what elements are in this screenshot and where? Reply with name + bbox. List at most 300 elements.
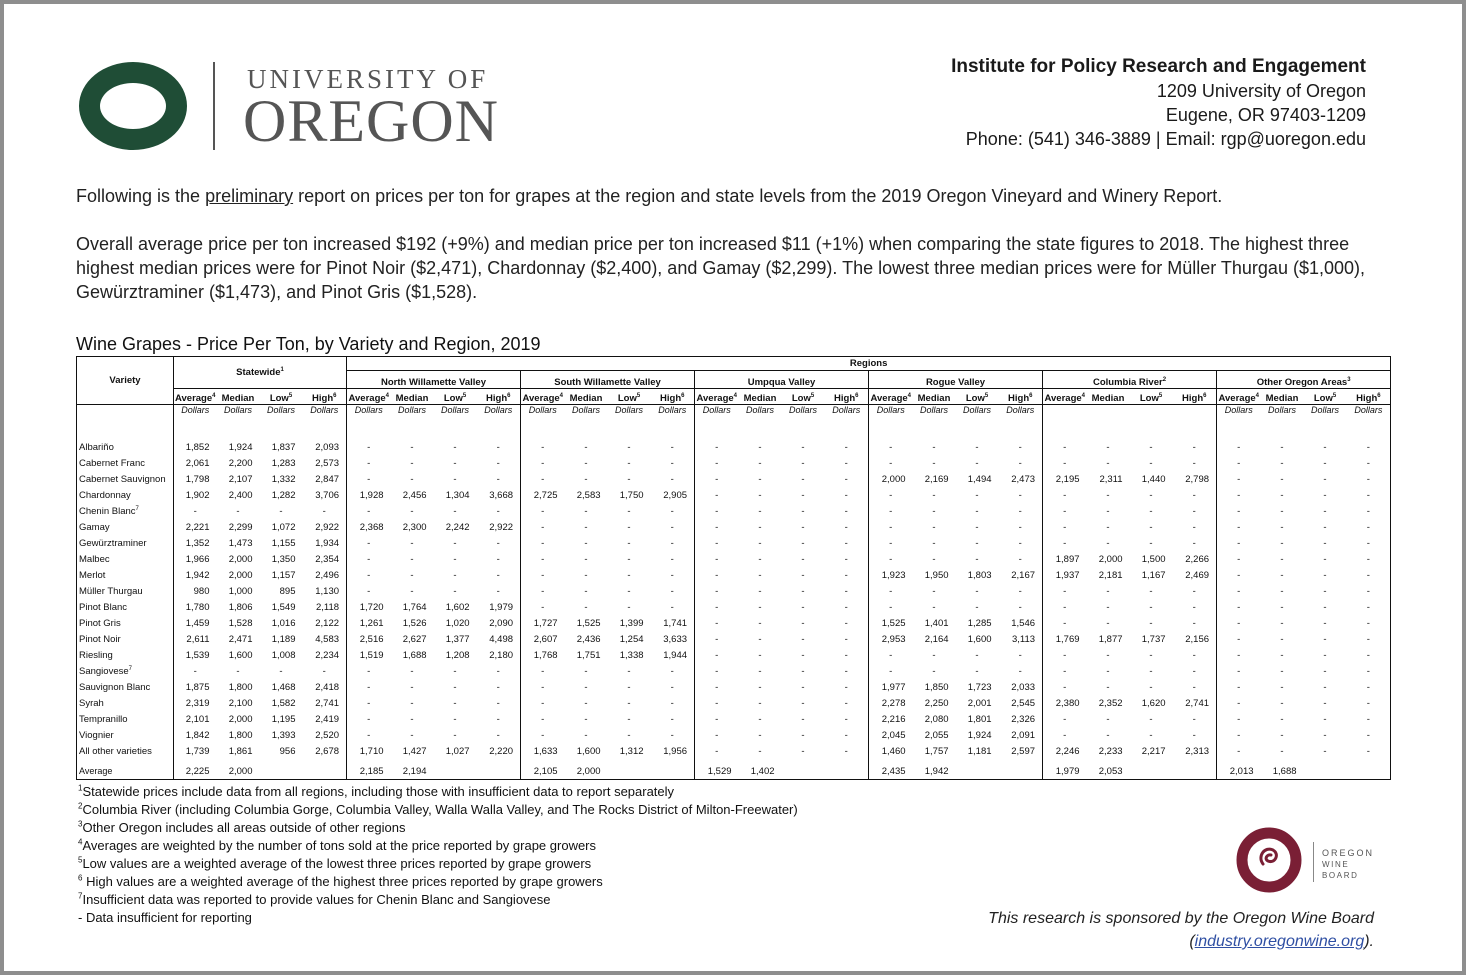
price-cell: 2,352: [1098, 698, 1123, 709]
price-cell: 1,977: [869, 680, 913, 696]
price-cell: -: [1323, 458, 1327, 469]
price-cell: -: [758, 538, 762, 549]
price-cell: 2,905: [663, 490, 688, 501]
price-cell: -: [627, 554, 631, 565]
price-cell: -: [1217, 712, 1261, 728]
price-cell: -: [1043, 520, 1087, 536]
price-cell: -: [1106, 538, 1110, 549]
price-cell: -: [347, 568, 391, 584]
footnote-ref: 4: [907, 392, 912, 399]
average-cell: 2,194: [391, 764, 434, 780]
average-cell: 1,402: [739, 764, 782, 780]
price-cell: -: [1106, 506, 1110, 517]
price-cell: -: [801, 586, 805, 597]
price-cell: 1,842: [174, 728, 217, 744]
price-cell: 2,045: [869, 728, 913, 744]
gap-cell: [999, 421, 1043, 440]
price-cell: 2,246: [1043, 744, 1087, 760]
price-cell: -: [1018, 666, 1022, 677]
price-cell: -: [1347, 536, 1391, 552]
price-cell: -: [410, 586, 414, 597]
intro-after: report on prices per ton for grapes at the region and state levels from the 2019 Oregon Vineyard and Winery Report.: [293, 186, 1223, 206]
footnote-text: Low values are a weighted average of the lowest three prices reported by grape growers: [82, 856, 592, 871]
price-cell: -: [1043, 616, 1087, 632]
average-cell: [999, 764, 1043, 780]
price-cell: -: [1192, 538, 1196, 549]
price-cell: -: [1043, 600, 1087, 616]
price-cell: 1,282: [271, 490, 296, 501]
price-cell: 1,806: [228, 602, 253, 613]
price-cell: 1,741: [663, 618, 688, 629]
price-cell: -: [410, 698, 414, 709]
unit-label: [1173, 405, 1217, 421]
price-cell: -: [932, 554, 936, 565]
price-cell: -: [932, 522, 936, 533]
price-cell: -: [695, 680, 739, 696]
price-cell: -: [1217, 584, 1261, 600]
price-cell: -: [844, 570, 848, 581]
unit-label: Dollars: [1217, 405, 1261, 421]
price-cell: 1,181: [967, 746, 992, 757]
price-cell: 3,668: [489, 490, 514, 501]
price-cell: 2,091: [1011, 730, 1036, 741]
price-cell: 2,847: [315, 474, 340, 485]
price-cell: 2,000: [228, 570, 253, 581]
price-cell: 1,582: [271, 698, 296, 709]
price-cell: -: [1280, 442, 1284, 453]
price-cell: 2,093: [315, 442, 340, 453]
gap-cell: [739, 421, 782, 440]
price-cell: -: [844, 682, 848, 693]
gap-cell: [1043, 421, 1087, 440]
unit-label: Dollars: [963, 405, 992, 415]
price-cell: 1,798: [174, 472, 217, 488]
price-cell: 1,519: [347, 648, 391, 664]
price-cell: -: [758, 618, 762, 629]
gap-cell: [608, 421, 651, 440]
price-cell: -: [521, 712, 565, 728]
footnote-ref: 6: [333, 392, 337, 399]
price-cell: -: [410, 474, 414, 485]
price-cell: -: [1149, 490, 1153, 501]
sponsor-link[interactable]: industry.oregonwine.org: [1194, 933, 1365, 950]
price-cell: -: [670, 730, 674, 741]
price-cell: 2,496: [315, 570, 340, 581]
price-cell: -: [1217, 536, 1261, 552]
price-cell: -: [521, 664, 565, 680]
price-cell: -: [695, 600, 739, 616]
price-cell: -: [1149, 730, 1153, 741]
price-cell: -: [1347, 744, 1391, 760]
price-cell: -: [1217, 552, 1261, 568]
average-row: [77, 764, 1391, 780]
price-cell: -: [1149, 650, 1153, 661]
price-cell: -: [1217, 488, 1261, 504]
price-cell: -: [844, 506, 848, 517]
price-cell: 2,233: [1098, 746, 1123, 757]
table-row: [77, 696, 1391, 712]
average-cell: [825, 764, 869, 780]
price-cell: 2,000: [1098, 554, 1123, 565]
price-cell: -: [1106, 666, 1110, 677]
footnote: [78, 855, 798, 873]
variety-cell: All other varieties: [77, 744, 174, 760]
price-cell: -: [410, 714, 414, 725]
variety-cell: Pinot Gris: [77, 616, 174, 632]
price-cell: 2,326: [1011, 714, 1036, 725]
price-cell: -: [801, 746, 805, 757]
price-cell: -: [695, 552, 739, 568]
gap-cell: [651, 421, 695, 440]
variety-cell: Müller Thurgau: [77, 584, 174, 600]
price-cell: -: [1106, 442, 1110, 453]
price-cell: -: [1347, 712, 1391, 728]
average-cell: [1304, 764, 1347, 780]
table-row: [77, 744, 1391, 760]
price-cell: -: [1280, 554, 1284, 565]
unit-label: Dollars: [521, 405, 565, 421]
price-cell: -: [1347, 616, 1391, 632]
price-cell: 1,928: [347, 488, 391, 504]
price-cell: -: [410, 538, 414, 549]
price-cell: -: [521, 600, 565, 616]
price-cell: -: [496, 458, 500, 469]
price-cell: -: [1280, 506, 1284, 517]
price-cell: 1,285: [967, 618, 992, 629]
table-row: [77, 600, 1391, 616]
average-cell: [956, 764, 999, 780]
price-cell: 2,181: [1098, 570, 1123, 581]
price-cell: 1,528: [228, 618, 253, 629]
price-cell: 1,155: [271, 538, 296, 549]
price-cell: -: [1217, 440, 1261, 456]
column-header: Average$^4$: [1043, 389, 1087, 405]
unit-label: Dollars: [789, 405, 818, 415]
price-cell: -: [496, 682, 500, 693]
price-cell: -: [695, 728, 739, 744]
gap-cell: [869, 421, 913, 440]
price-cell: -: [496, 570, 500, 581]
price-cell: 2,080: [924, 714, 949, 725]
logo-university-of: UNIVERSITY OF: [247, 64, 489, 94]
price-cell: -: [1347, 696, 1391, 712]
price-cell: -: [1323, 538, 1327, 549]
price-cell: -: [496, 474, 500, 485]
unit-label: Dollars: [658, 405, 687, 415]
price-cell: -: [1106, 650, 1110, 661]
column-header: High$^6$: [303, 389, 347, 405]
gap-cell: [1304, 421, 1347, 440]
price-cell: 1,937: [1043, 568, 1087, 584]
price-cell: 1,130: [315, 586, 340, 597]
price-cell: -: [670, 570, 674, 581]
price-cell: 2,354: [315, 554, 340, 565]
price-cell: -: [521, 520, 565, 536]
price-cell: -: [932, 442, 936, 453]
price-cell: -: [1280, 682, 1284, 693]
average-cell: [260, 764, 303, 780]
price-cell: 1,739: [174, 744, 217, 760]
price-cell: -: [1280, 602, 1284, 613]
price-cell: -: [1280, 586, 1284, 597]
price-cell: -: [584, 602, 588, 613]
price-cell: -: [844, 490, 848, 501]
gap-cell: [1217, 421, 1261, 440]
price-cell: -: [174, 664, 217, 680]
average-cell: [434, 764, 477, 780]
footnote-number: 5: [78, 855, 83, 865]
price-cell: 2,319: [174, 696, 217, 712]
summary-paragraph: Overall average price per ton increased $192 (+9%) and median price per ton increased $11 (+1%) when comparing the state figures to 2018. The highest three highest median prices were for Pinot Noir ($2,471), Chardonnay ($2,400), and Gamay ($2,299). The lowest three median prices were for Müller Thurgau ($1,000), Gewürztraminer ($1,473), and Pinot Gris ($1,528).: [76, 234, 1365, 302]
price-cell: 1,600: [228, 650, 253, 661]
gap-cell: [1347, 421, 1391, 440]
price-cell: -: [801, 618, 805, 629]
price-cell: -: [322, 666, 326, 677]
price-cell: -: [670, 474, 674, 485]
price-cell: -: [975, 442, 979, 453]
price-cell: 1,189: [271, 634, 296, 645]
variety-cell: Cabernet Franc: [77, 456, 174, 472]
unit-label: Dollars: [223, 405, 252, 415]
price-cell: -: [1192, 618, 1196, 629]
column-header: High$^6$: [1347, 389, 1391, 405]
price-cell: -: [584, 522, 588, 533]
gap-cell: [1087, 421, 1130, 440]
column-header: Median: [739, 389, 782, 405]
price-cell: 2,313: [1185, 746, 1210, 757]
price-cell: -: [521, 680, 565, 696]
price-cell: -: [695, 456, 739, 472]
price-cell: -: [670, 538, 674, 549]
price-cell: -: [869, 456, 913, 472]
statewide-header: Statewide$^1$: [174, 357, 347, 389]
price-cell: -: [844, 730, 848, 741]
address-line-1: 1209 University of Oregon: [1156, 81, 1366, 101]
price-cell: -: [695, 488, 739, 504]
price-cell: -: [584, 458, 588, 469]
price-cell: -: [801, 666, 805, 677]
variety-cell: Gamay: [77, 520, 174, 536]
price-cell: -: [1217, 632, 1261, 648]
price-cell: 1,399: [619, 618, 644, 629]
unit-label: Dollars: [572, 405, 601, 415]
price-cell: -: [521, 440, 565, 456]
column-header: Average$^4$: [1217, 389, 1261, 405]
price-cell: -: [1043, 536, 1087, 552]
price-cell: -: [1217, 600, 1261, 616]
average-cell: 2,000: [565, 764, 608, 780]
price-cell: 1,902: [174, 488, 217, 504]
price-cell: -: [1192, 458, 1196, 469]
column-header: Average$^4$: [347, 389, 391, 405]
logo-oregon: OREGON: [243, 88, 499, 154]
table-row: [77, 504, 1391, 520]
variety-cell: Sangiovese$^7$: [77, 664, 174, 680]
price-cell: -: [932, 586, 936, 597]
footnote-ref: 5: [1158, 392, 1163, 399]
price-cell: -: [695, 520, 739, 536]
price-cell: -: [1043, 648, 1087, 664]
price-cell: -: [844, 586, 848, 597]
price-cell: -: [1323, 474, 1327, 485]
average-cell: [608, 764, 651, 780]
average-cell: [303, 764, 347, 780]
gap-cell: [434, 421, 477, 440]
unit-label: Dollars: [746, 405, 775, 415]
price-cell: -: [1217, 680, 1261, 696]
average-cell: 2,013: [1217, 764, 1261, 780]
average-cell: [1130, 764, 1173, 780]
price-cell: -: [521, 696, 565, 712]
price-cell: -: [1280, 538, 1284, 549]
price-cell: -: [932, 666, 936, 677]
price-cell: -: [844, 634, 848, 645]
price-cell: 1,923: [869, 568, 913, 584]
price-cell: -: [975, 458, 979, 469]
price-cell: -: [801, 602, 805, 613]
price-cell: -: [1323, 730, 1327, 741]
price-cell: -: [801, 490, 805, 501]
price-cell: 1,620: [1141, 698, 1166, 709]
price-cell: 2,169: [924, 474, 949, 485]
price-cell: -: [584, 698, 588, 709]
footnote-ref: 7: [135, 505, 139, 512]
unit-label: Dollars: [1006, 405, 1035, 415]
price-cell: -: [1323, 746, 1327, 757]
price-cell: -: [869, 536, 913, 552]
footnote-number: 1: [78, 783, 83, 793]
footnote-ref: 4: [212, 392, 216, 399]
price-cell: -: [758, 490, 762, 501]
price-cell: 1,723: [967, 682, 992, 693]
gap-cell: [77, 421, 174, 440]
price-cell: -: [279, 666, 283, 677]
price-cell: 2,250: [924, 698, 949, 709]
price-cell: -: [670, 586, 674, 597]
price-cell: -: [1347, 504, 1391, 520]
unit-label: Dollars: [266, 405, 295, 415]
price-cell: 2,311: [1099, 474, 1123, 485]
price-cell: 2,418: [315, 682, 340, 693]
price-cell: -: [1217, 456, 1261, 472]
price-cell: -: [453, 714, 457, 725]
price-cell: -: [844, 746, 848, 757]
price-cell: 2,678: [315, 746, 340, 757]
footnote-text: Insufficient data was reported to provide values for Chenin Blanc and Sangiovese: [82, 892, 551, 907]
price-cell: -: [627, 682, 631, 693]
price-cell: 1,950: [924, 570, 949, 581]
average-cell: [1173, 764, 1217, 780]
price-cell: -: [1280, 698, 1284, 709]
intro-before: Following is the: [76, 186, 206, 206]
price-cell: -: [1323, 442, 1327, 453]
price-cell: 2,001: [967, 698, 992, 709]
price-cell: -: [801, 714, 805, 725]
footnote-ref: 1: [280, 366, 284, 373]
price-cell: 3,706: [315, 490, 340, 501]
price-cell: -: [844, 538, 848, 549]
price-cell: -: [670, 666, 674, 677]
price-cell: 1,525: [869, 616, 913, 632]
price-cell: -: [1106, 458, 1110, 469]
price-cell: -: [758, 554, 762, 565]
price-cell: -: [1018, 490, 1022, 501]
price-cell: -: [1280, 730, 1284, 741]
variety-cell: Merlot: [77, 568, 174, 584]
price-cell: -: [1280, 474, 1284, 485]
price-cell: -: [869, 504, 913, 520]
price-cell: -: [627, 730, 631, 741]
price-cell: 2,278: [869, 696, 913, 712]
variety-cell: Viognier: [77, 728, 174, 744]
price-cell: 1,157: [271, 570, 296, 581]
price-cell: -: [1192, 602, 1196, 613]
price-cell: 1,956: [663, 746, 688, 757]
price-cell: -: [801, 554, 805, 565]
owb-divider: [1313, 842, 1314, 882]
price-cell: -: [496, 538, 500, 549]
average-cell: 2,435: [869, 764, 913, 780]
price-cell: 2,167: [1011, 570, 1036, 581]
unit-label: [1087, 405, 1130, 421]
price-cell: -: [453, 730, 457, 741]
gap-cell: [477, 421, 521, 440]
price-cell: 1,352: [174, 536, 217, 552]
variety-cell: Tempranillo: [77, 712, 174, 728]
price-cell: -: [1280, 618, 1284, 629]
price-cell: 1,850: [924, 682, 949, 693]
price-cell: -: [1280, 570, 1284, 581]
price-cell: -: [844, 554, 848, 565]
average-cell: 1,529: [695, 764, 739, 780]
table-row: [77, 664, 1391, 680]
price-cell: -: [1323, 618, 1327, 629]
price-cell: 1,944: [663, 650, 688, 661]
price-cell: -: [627, 698, 631, 709]
price-cell: 2,436: [576, 634, 601, 645]
price-cell: 2,000: [228, 554, 253, 565]
price-cell: -: [1347, 440, 1391, 456]
unit-label: Dollars: [869, 405, 913, 421]
price-cell: -: [670, 554, 674, 565]
oregon-wine-board-logo-icon: [1235, 826, 1303, 894]
price-cell: -: [347, 680, 391, 696]
price-cell: 2,107: [228, 474, 253, 485]
column-header: Low$^5$: [260, 389, 303, 405]
price-cell: -: [758, 570, 762, 581]
price-cell: -: [695, 648, 739, 664]
price-table: [76, 356, 1391, 780]
price-cell: -: [1217, 648, 1261, 664]
price-cell: -: [453, 698, 457, 709]
price-cell: -: [758, 586, 762, 597]
price-cell: -: [410, 554, 414, 565]
unit-label: Dollars: [441, 405, 470, 415]
price-cell: -: [1106, 490, 1110, 501]
price-cell: -: [670, 458, 674, 469]
price-cell: -: [695, 632, 739, 648]
price-cell: 4,583: [315, 634, 340, 645]
price-cell: 1,979: [489, 602, 514, 613]
price-cell: -: [1280, 458, 1284, 469]
price-cell: -: [627, 538, 631, 549]
price-cell: -: [1192, 442, 1196, 453]
price-cell: -: [410, 506, 414, 517]
price-cell: -: [627, 442, 631, 453]
price-cell: -: [1280, 666, 1284, 677]
price-cell: -: [1043, 456, 1087, 472]
price-cell: -: [1149, 458, 1153, 469]
